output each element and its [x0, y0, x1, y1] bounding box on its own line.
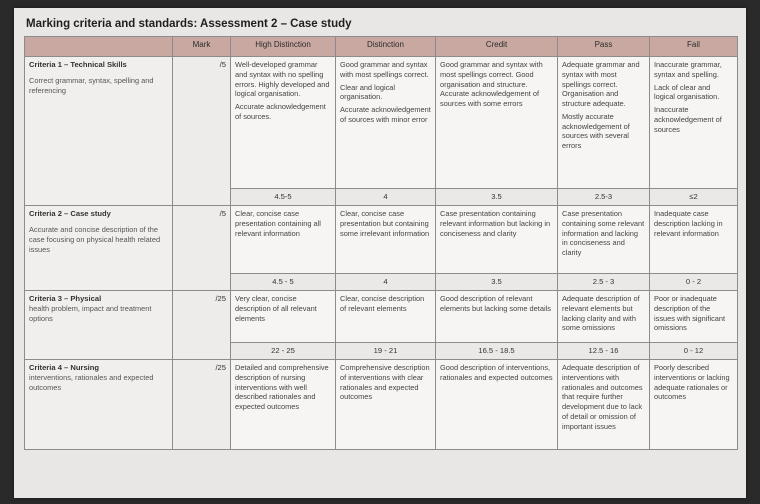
criterion-1-score-d: 4: [336, 189, 436, 206]
criterion-2-score-d: 4: [336, 274, 436, 291]
criterion-1-hd-text-2: Accurate acknowledgement of sources.: [235, 102, 326, 121]
marking-criteria-table: [24, 36, 738, 450]
criterion-1-score-p: 2.5-3: [558, 189, 650, 206]
criterion-4-c: Good description of interventions, rationales and expected outcomes: [436, 360, 558, 450]
criterion-3-c: Good description of relevant elements but lacking some details: [436, 291, 558, 343]
header-fail: Fail: [650, 37, 738, 57]
document-title: Marking criteria and standards: Assessment 2 – Case study: [26, 18, 352, 30]
criterion-1-row: [25, 57, 738, 189]
criterion-1-d-text-1: Good grammar and syntax with most spellings correct.: [340, 60, 429, 79]
criterion-1-f-text-1: Inaccurate grammar, syntax and spelling.: [654, 60, 722, 79]
criterion-2-f: Inadequate case description lacking in relevant information: [650, 206, 738, 274]
header-row: [25, 37, 738, 57]
criterion-3-score-d: 19 - 21: [336, 343, 436, 360]
header-pass: Pass: [558, 37, 650, 57]
criterion-1-c-text-1: Good grammar and syntax with most spellings correct. Good organisation and structure. Accurate acknowledgement of sources with some errors: [440, 60, 543, 109]
criterion-1-d: [336, 57, 436, 189]
criterion-4-mark: /25: [173, 360, 231, 450]
criterion-1-title: Criteria 1 – Technical Skills: [29, 60, 127, 69]
header-distinction: Distinction: [336, 37, 436, 57]
criterion-3-hd: Very clear, concise description of all relevant elements: [231, 291, 336, 343]
criterion-4-description: interventions, rationales and expected outcomes: [29, 373, 154, 392]
criterion-1-f: [650, 57, 738, 189]
criterion-2-description: Accurate and concise description of the case focusing on physical health related issues: [29, 225, 161, 254]
rubric-document: [14, 8, 746, 498]
criterion-2-score-p: 2.5 - 3: [558, 274, 650, 291]
criterion-3-score-hd: 22 - 25: [231, 343, 336, 360]
criterion-1-f-text-3: Inaccurate acknowledgement of sources: [654, 105, 722, 134]
criterion-2-d: Clear, concise case presentation but containing some irrelevant information: [336, 206, 436, 274]
criterion-3-title: Criteria 3 – Physical: [29, 294, 102, 304]
criterion-1-mark: /5: [173, 57, 231, 206]
criterion-2-mark: /5: [173, 206, 231, 291]
criterion-1-f-text-2: Lack of clear and logical organisation.: [654, 82, 720, 102]
criterion-1-cell: [25, 57, 173, 206]
criterion-4-title: Criteria 4 – Nursing: [29, 363, 100, 373]
criterion-3-score-f: 0 - 12: [650, 343, 738, 360]
criterion-2-cell: [25, 206, 173, 291]
header-credit: Credit: [436, 37, 558, 57]
criterion-4-d: Comprehensive description of interventions with clear rationales and expected outcomes: [336, 360, 436, 450]
criterion-1-p: [558, 57, 650, 189]
criterion-1-c: [436, 57, 558, 189]
criterion-1-score-hd: 4.5-5: [231, 189, 336, 206]
header-high-distinction: High Distinction: [231, 37, 336, 57]
criterion-3-description: health problem, impact and treatment options: [29, 304, 152, 323]
criterion-3-cell: [25, 291, 173, 360]
criterion-4-cell: [25, 360, 173, 450]
criterion-3-d: Clear, concise description of relevant elements: [336, 291, 436, 343]
criterion-3-row: [25, 291, 738, 343]
criterion-4-hd: Detailed and comprehensive description of nursing interventions with well described rationales and expected outcomes: [231, 360, 336, 450]
criterion-3-mark: /25: [173, 291, 231, 360]
criterion-1-hd-text-1: Well-developed grammar and syntax with no spelling errors. Highly developed and logical organisation.: [235, 60, 330, 99]
criterion-4-f: Poorly described interventions or lacking adequate rationales or outcomes: [650, 360, 738, 450]
criterion-1-score-c: 3.5: [436, 189, 558, 206]
criterion-3-p: Adequate description of relevant elements but lacking clarity and with some omissions: [558, 291, 650, 343]
criterion-2-row: [25, 206, 738, 274]
criterion-1-score-f: ≤2: [650, 189, 738, 206]
criterion-1-hd: [231, 57, 336, 189]
criterion-1-p-text-1: Adequate grammar and syntax with most spellings correct. Organisation and structure adequate.: [562, 60, 640, 109]
criterion-1-p-text-2: Mostly accurate acknowledgement of sources with several errors: [562, 111, 630, 151]
criterion-2-score-hd: 4.5 - 5: [231, 274, 336, 291]
criterion-3-f: Poor or inadequate description of the issues with significant omissions: [650, 291, 738, 343]
criterion-2-c: Case presentation containing relevant information but lacking in conciseness and clarity: [436, 206, 558, 274]
header-criteria: [25, 37, 173, 57]
criterion-2-p: Case presentation containing some relevant information and lacking in conciseness and clarity: [558, 206, 650, 274]
criterion-2-hd: Clear, concise case presentation containing all relevant information: [231, 206, 336, 274]
header-mark: Mark: [173, 37, 231, 57]
criterion-2-title: Criteria 2 – Case study: [29, 209, 111, 219]
criterion-3-score-c: 16.5 - 18.5: [436, 343, 558, 360]
criterion-3-score-p: 12.5 - 16: [558, 343, 650, 360]
criterion-4-row: [25, 360, 738, 450]
criterion-1-d-text-2: Clear and logical organisation.: [340, 82, 396, 102]
criterion-4-p: Adequate description of interventions with rationales and outcomes that require further development due to lack of detail or omission of important issues: [558, 360, 650, 450]
criterion-1-d-text-3: Accurate acknowledgement of sources with minor error: [340, 105, 431, 124]
criterion-2-score-c: 3.5: [436, 274, 558, 291]
criterion-1-description: Correct grammar, syntax, spelling and referencing: [29, 76, 154, 95]
criterion-2-score-f: 0 - 2: [650, 274, 738, 291]
